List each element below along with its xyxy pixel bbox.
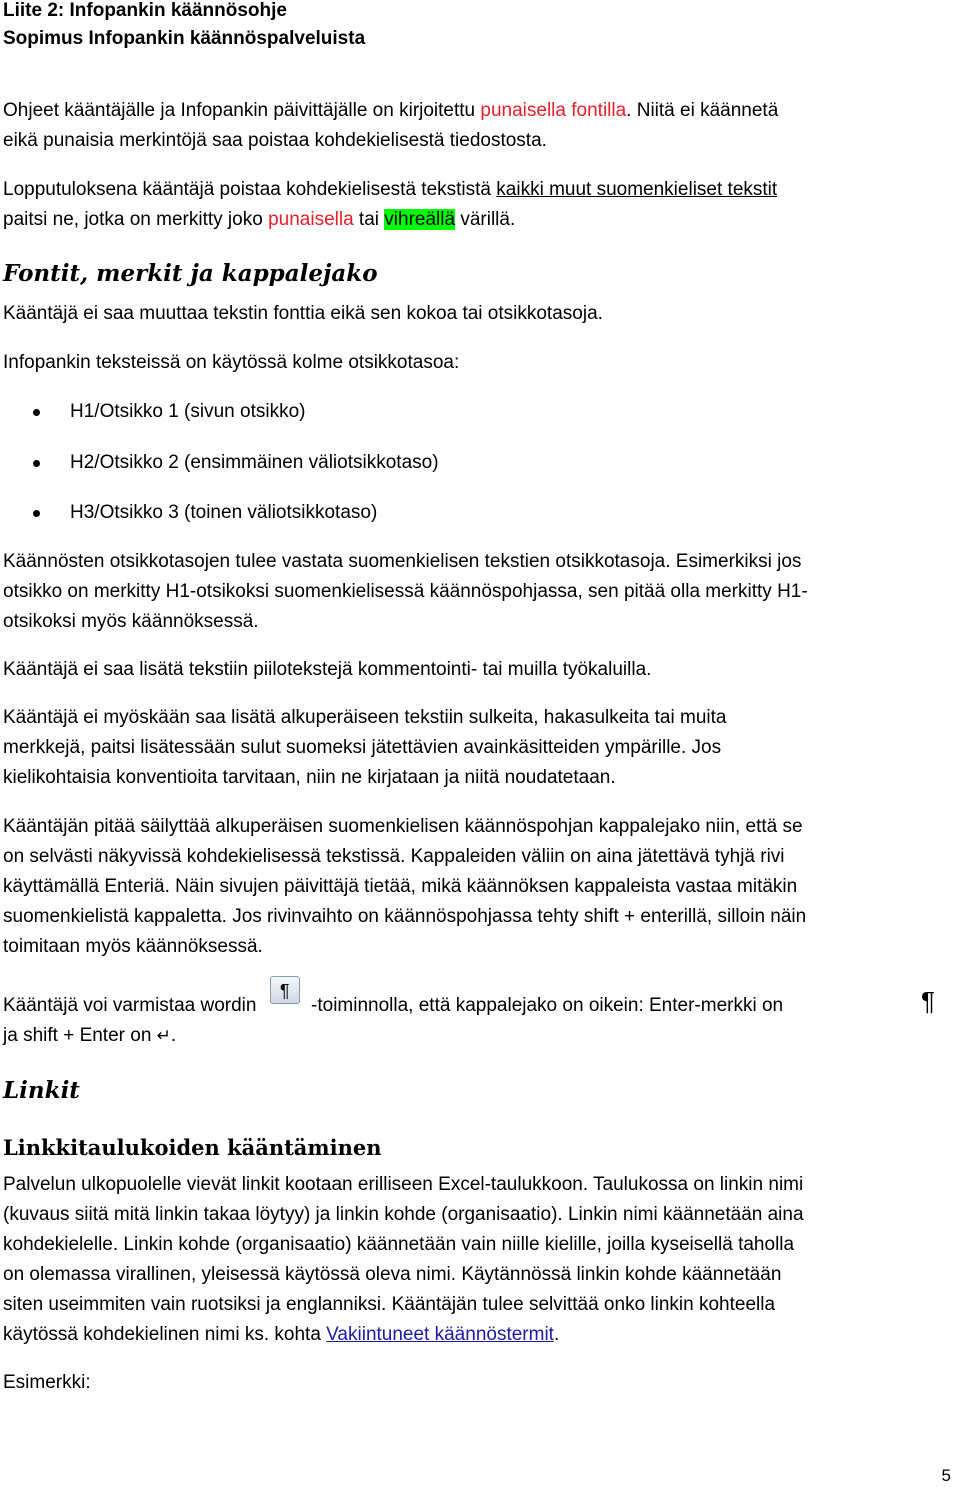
instructions-paragraph	[3, 96, 943, 156]
text-line: on selvästi näkyvissä kohdekielisessä tekstissä. Kappaleiden väliin on aina jätettävä tyhjä rivi	[3, 846, 785, 867]
hidden-text-paragraph: Kääntäjä ei saa lisätä tekstiin piilotekstejä kommentointi- tai muilla työkaluilla.	[3, 659, 652, 680]
list-item-text: H2/Otsikko 2 (ensimmäinen väliotsikkotaso)	[70, 452, 439, 473]
list-item-text: H1/Otsikko 1 (sivun otsikko)	[70, 401, 306, 422]
fonts-paragraph: Kääntäjä ei saa muuttaa tekstin fonttia eikä sen kokoa tai otsikkotasoja.	[3, 303, 603, 324]
text-span: ja shift + Enter on	[3, 1025, 157, 1046]
bullet-icon	[33, 460, 40, 467]
shift-enter-icon: ↵	[156, 1026, 171, 1045]
green-highlight-text: vihreällä	[384, 209, 456, 230]
text-span: Kääntäjä voi varmistaa wordin	[3, 995, 257, 1016]
red-text: punaisella	[268, 209, 354, 230]
underlined-text: kaikki muut suomenkieliset tekstit	[496, 179, 778, 200]
text-line: Kääntäjä ei myöskään saa lisätä alkuperäiseen tekstiin sulkeita, hakasulkeita tai muita	[3, 707, 727, 728]
text-line: Käännösten otsikkotasojen tulee vastata suomenkielisen tekstien otsikkotasoja. Esimerkiksi jos	[3, 551, 802, 572]
list-item-text: H3/Otsikko 3 (toinen väliotsikkotaso)	[70, 502, 378, 523]
text-span: -toiminnolla, että kappalejako on oikein: Enter-merkki on	[311, 995, 784, 1016]
pilcrow-icon: ¶	[921, 986, 935, 1016]
text-span: Ohjeet kääntäjälle ja Infopankin päivittäjälle on kirjoitettu	[3, 100, 481, 121]
header-line-1: Liite 2: Infopankin käännösohje	[3, 0, 287, 21]
heading-link-tables: Linkkitaulukoiden kääntäminen	[3, 1135, 382, 1160]
text-line: (kuvaus siitä mitä linkin takaa löytyy) ja linkin kohde (organisaatio). Linkin nimi käännetään aina	[3, 1204, 804, 1225]
text-span: .	[553, 1324, 560, 1345]
heading-fonts: Fontit, merkit ja kappalejako	[3, 260, 378, 287]
red-font-text: punaisella fontilla	[480, 100, 627, 121]
example-label: Esimerkki:	[3, 1372, 91, 1393]
text-line: käyttämällä Enteriä. Näin sivujen päivittäjä tietää, mikä käännöksen kappaleista vastaa mitäkin	[3, 876, 798, 897]
heading-links: Linkit	[3, 1077, 80, 1104]
text-span: .	[170, 1025, 177, 1046]
bullet-icon	[33, 510, 40, 517]
word-check-paragraph	[3, 981, 943, 1051]
text-line: Palvelun ulkopuolelle vievät linkit kootaan erilliseen Excel-taulukkoon. Taulukossa on linkin nimi	[3, 1174, 804, 1195]
text-line: kohdekielelle. Linkin kohde (organisaatio) käännetään vain niille kielille, joilla kyseisellä taholla	[3, 1234, 795, 1255]
text-line: toimitaan myös käännöksessä.	[3, 936, 263, 957]
text-line: Kääntäjän pitää säilyttää alkuperäisen suomenkielisen käännöspohjan kappalejako niin, että se	[3, 816, 803, 837]
text-span: paitsi ne, jotka on merkitty joko	[3, 209, 269, 230]
text-line: merkkejä, paitsi lisätessään sulut suomeksi jätettävien avainkäsitteiden ympärille. Jos	[3, 737, 722, 758]
text-line: kielikohtaisia konventioita tarvitaan, niin ne kirjataan ja niitä noudatetaan.	[3, 767, 616, 788]
text-span: . Niitä ei käännetä	[626, 100, 779, 121]
heading-levels-intro: Infopankin teksteissä on käytössä kolme otsikkotasoa:	[3, 352, 460, 373]
text-line: suomenkielistä kappaletta. Jos rivinvaihto on käännöspohjassa tehty shift + enterillä, silloin näin	[3, 906, 807, 927]
result-paragraph	[3, 175, 943, 235]
heading-match-paragraph	[3, 547, 943, 637]
page-number: 5	[941, 1466, 951, 1485]
vakiintuneet-link[interactable]: Vakiintuneet käännöstermit	[326, 1324, 554, 1345]
link-tables-paragraph	[3, 1170, 943, 1350]
brackets-paragraph	[3, 703, 943, 793]
text-span: värillä.	[455, 209, 516, 230]
text-span: tai	[353, 209, 385, 230]
header-line-2: Sopimus Infopankin käännöspalveluista	[3, 28, 366, 49]
text-span: käytössä kohdekielinen nimi ks. kohta	[3, 1324, 327, 1345]
text-line: otsikoksi myös käännöksessä.	[3, 611, 259, 632]
bullet-icon	[33, 409, 40, 416]
text-line: eikä punaisia merkintöjä saa poistaa kohdekielisestä tiedostosta.	[3, 130, 547, 151]
paragraphing-paragraph	[3, 812, 943, 962]
text-span: Lopputuloksena kääntäjä poistaa kohdekielisestä tekstistä	[3, 179, 497, 200]
show-formatting-button: ¶	[270, 976, 300, 1004]
text-line: on olemassa virallinen, yleisessä käytössä oleva nimi. Käytännössä linkin kohde käännetään	[3, 1264, 782, 1285]
text-line: otsikko on merkitty H1-otsikoksi suomenkielisessä käännöspohjassa, sen pitää olla merkitty H1-	[3, 581, 808, 602]
text-line: siten useimmiten vain ruotsiksi ja englanniksi. Kääntäjän tulee selvittää onko linkin kohteella	[3, 1294, 776, 1315]
